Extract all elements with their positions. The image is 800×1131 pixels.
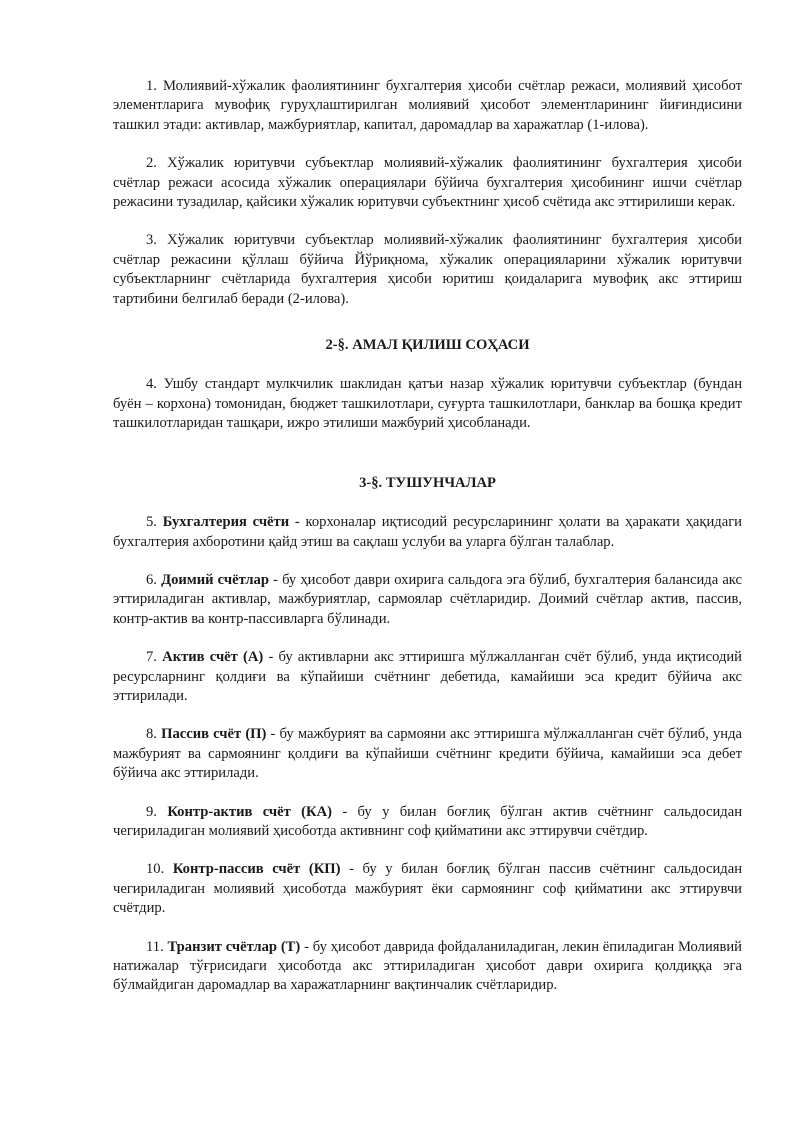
definition-text: - бу ҳисобот даврида фойдаланиладиган, лекин ёпиладиган Молиявий натижалар тўғрисидаги ҳисоботда акс эттириладиган ҳисобот даври охирига қолдиққа эга бўлмайдиган даромадлар ва харажатларнинг вақтинчалик счётларидир. [113, 938, 742, 994]
section-heading-scope: 2-§. АМАЛ ҚИЛИШ СОҲАСИ [325, 337, 530, 354]
definition-term: Доимий счётлар [161, 571, 269, 588]
definition-number: 11. [146, 938, 168, 955]
definition-7 [113, 648, 742, 706]
definition-11 [113, 938, 742, 996]
definition-text: - бу ҳисобот даври охирига сальдога эга бўлиб, бухгалтерия балансида акс эттириладиган активлар, мажбуриятлар, сармоялар счётларидир. Доимий счётлар актив, пассив, контр-актив ва контр-пассивларга бўлинади. [113, 571, 743, 627]
paragraph-2: 2. Хўжалик юритувчи субъектлар молиявий-хўжалик фаолиятининг бухгалтерия ҳисоби счётлар режаси асосида хўжалик операциялари бўйича бухгалтерия ҳисобининг ишчи счётлар режасини тузадилар, қайсики хўжалик юритувчи субъектнинг ҳисоб счётида акс эттирилиши керак. [113, 155, 742, 211]
definition-text: - бу мажбурият ва сармояни акс эттиришга мўлжалланган счёт бўлиб, унда мажбурият ва сармоянинг қолдиғи ва кўпайиши счётнинг кредити бўйича, камайиши эса дебет бўйича акс эттирилади. [113, 726, 743, 782]
definition-5 [113, 513, 742, 552]
section-heading-concepts: 3-§. ТУШУНЧАЛАР [359, 474, 496, 491]
definition-term: Транзит счётлар (Т) [167, 938, 301, 955]
definition-number: 8. [146, 726, 162, 743]
definition-term: Бухгалтерия счёти [162, 514, 290, 531]
definition-8 [113, 725, 742, 783]
definition-term: Пассив счёт (П) [161, 726, 267, 743]
paragraph-4: 4. Ушбу стандарт мулкчилик шаклидан қатъи назар хўжалик юритувчи субъектлар (бундан буён – корхона) томонидан, бюджет ташкилотлари, суғурта ташкилотлари, банклар ва бошқа кредит ташкилотларидан ташқари, ижро этилиши мажбурий ҳисобланади. [113, 376, 742, 432]
paragraph-3: 3. Хўжалик юритувчи субъектлар молиявий-хўжалик фаолиятининг бухгалтерия ҳисоби счётлар режасини қўллаш бўйича Йўриқнома, хўжалик операцияларини хўжалик юритувчи субъектларнинг счётларида бухгалтерия ҳисоби юритиш қоидаларига мувофиқ акс эттириш тартибини белгилаб беради (2-илова). [113, 232, 742, 307]
paragraph-1: 1. Молиявий-хўжалик фаолиятининг бухгалтерия ҳисоби счётлар режаси, молиявий ҳисобот элементларига мувофиқ гуруҳлаштирилган молиявий ҳисобот элементларининг йиғиндисини ташкил этади: активлар, мажбуриятлар, капитал, даромадлар ва харажатлар (1-илова). [113, 78, 742, 133]
definition-9 [113, 803, 742, 842]
definition-6 [113, 571, 742, 629]
definition-term: Контр-актив счёт (КА) [167, 803, 332, 820]
definition-number: 9. [146, 803, 168, 820]
definition-number: 7. [146, 649, 163, 666]
definition-number: 10. [146, 861, 173, 878]
definition-text: - корхоналар иқтисодий ресурсларининг ҳолати ва ҳаракати ҳақидаги бухгалтерия ахборотини қайд этиш ва сақлаш услуби ва уларга бўлган талаблар. [113, 514, 742, 550]
definition-text: - бу у билан боғлиқ бўлган пассив счётнинг сальдосидан чегириладиган молиявий ҳисоботда мажбурият ёки сармоянинг соф қийматини акс эттирувчи счётдир. [113, 861, 743, 917]
definition-term: Контр-пассив счёт (КП) [172, 861, 341, 878]
document-page [113, 77, 742, 1015]
definition-text: - бу у билан боғлиқ бўлган актив счётнинг сальдосидан чегириладиган молиявий ҳисоботда активнинг соф қийматини акс эттирувчи счётдир. [113, 803, 743, 839]
definition-number: 6. [146, 571, 162, 588]
definition-term: Актив счёт (А) [162, 649, 264, 666]
definition-number: 5. [146, 514, 163, 531]
definition-text: - бу активларни акс эттиришга мўлжалланган счёт бўлиб, унда иқтисодий ресурсларнинг қолдиғи ва кўпайиши счётнинг дебетида, камайиши эса кредит бўйича акс эттирилади. [113, 649, 742, 704]
definition-10 [113, 860, 742, 918]
